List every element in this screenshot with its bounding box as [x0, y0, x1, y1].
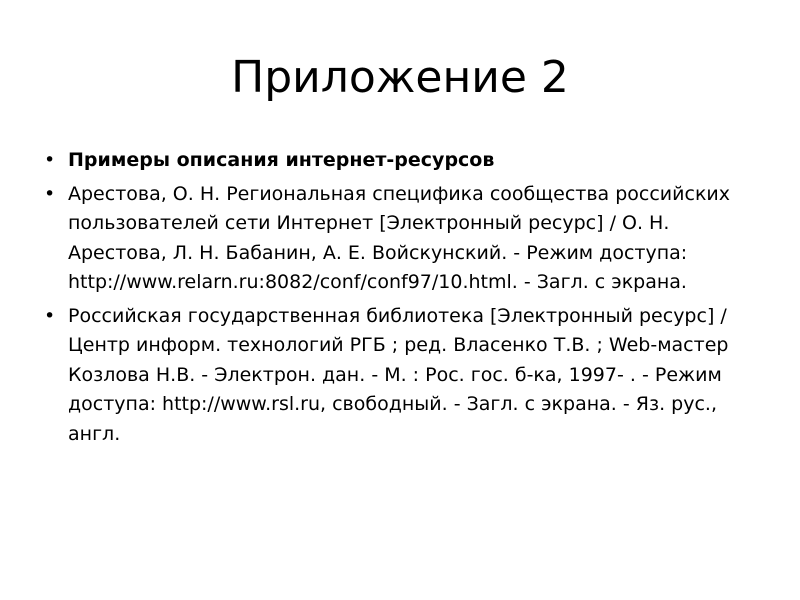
slide-title: Приложение 2	[231, 52, 569, 103]
bullet-item-heading	[44, 146, 764, 176]
bullet-item-citation-1	[44, 180, 764, 298]
section-heading: Примеры описания интернет-ресурсов	[68, 149, 495, 171]
bullet-icon: •	[44, 182, 56, 205]
bullet-icon: •	[44, 149, 56, 171]
citation-text: Арестова, О. Н. Региональная специфика сообщества российских пользователей сети Интернет [Электронный ресурс] / О. Н. Арестова, Л. Н. Бабанин, А. Е. Войскунский. - Режим доступа: http://www.relarn.ru:8082/conf/conf97/10.html. - Загл. с экрана.	[68, 182, 731, 293]
bullet-list	[44, 146, 764, 453]
bullet-item-citation-2	[44, 302, 764, 450]
bullet-icon: •	[44, 304, 56, 327]
citation-text: Российская государственная библиотека [Электронный ресурс] / Центр информ. технологий РГБ ; ред. Власенко Т.В. ; Web-мастер Козлова Н.В. - Электрон. дан. - М. : Рос. гос. б-ка, 1997- . - Режим доступа: http://www.rsl.ru, свободный. - Загл. с экрана. - Яз. рус., англ.	[68, 304, 729, 445]
